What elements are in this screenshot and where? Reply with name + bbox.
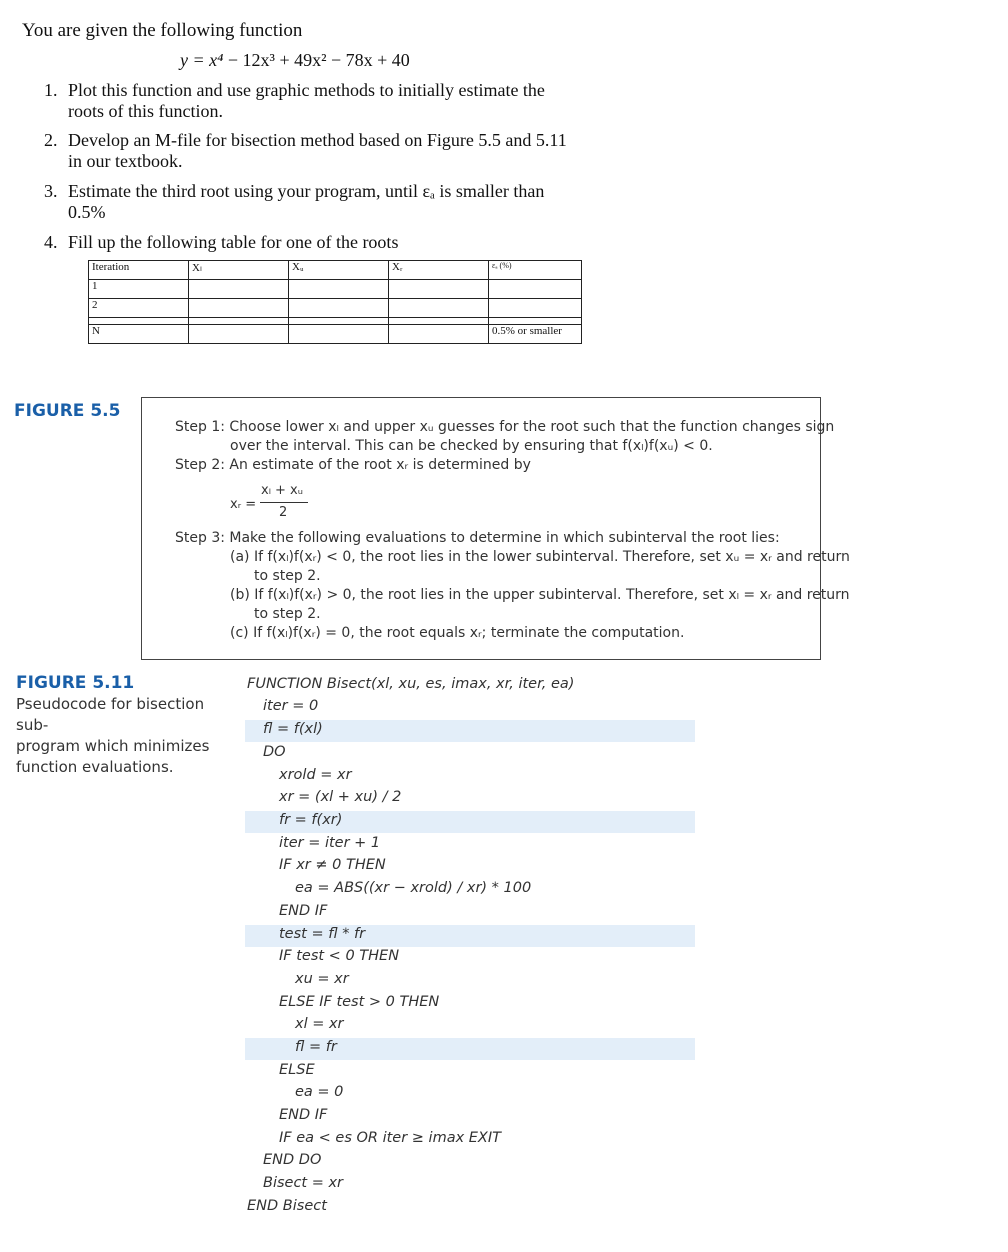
question-2-line-2: in our textbook.	[68, 151, 183, 171]
cell-iteration: 1	[89, 280, 189, 299]
code-line: ea = ABS((xr − xrold) / xr) * 100	[295, 880, 532, 896]
figure-5-5-label: FIGURE 5.5	[14, 401, 121, 421]
step-1-line-2: over the interval. This can be checked by ensuring that f(xₗ)f(xᵤ) < 0.	[230, 438, 713, 454]
gap-cell	[189, 318, 289, 325]
gap-cell	[489, 318, 582, 325]
code-line: fl = f(xl)	[263, 721, 323, 737]
code-line: test = fl * fr	[279, 926, 366, 942]
formula-denominator: 2	[279, 505, 288, 520]
formula-lhs: xᵣ =	[230, 497, 257, 512]
code-line: END Bisect	[247, 1198, 327, 1214]
code-line: END IF	[279, 903, 328, 919]
cell-ea: 0.5% or smaller	[489, 325, 582, 344]
cell-xl	[189, 299, 289, 318]
code-line: xl = xr	[295, 1016, 344, 1032]
cell-xu	[289, 280, 389, 299]
cell-xl	[189, 280, 289, 299]
code-line: iter = 0	[263, 698, 319, 714]
step-3a-line-1: (a) If f(xₗ)f(xᵣ) < 0, the root lies in the lower subinterval. Therefore, set xᵤ = xᵣ and return	[230, 549, 850, 565]
question-3-number: 3.	[44, 181, 58, 201]
figure-5-11-label: FIGURE 5.11	[16, 673, 135, 693]
question-2-text	[68, 130, 628, 172]
question-4-line-1: Fill up the following table for one of the roots	[68, 232, 399, 252]
step-3c-line: (c) If f(xₗ)f(xᵣ) = 0, the root equals xᵣ; terminate the computation.	[230, 625, 685, 641]
code-line: xrold = xr	[279, 767, 352, 783]
table-gap-row	[89, 318, 582, 325]
question-3-text	[68, 181, 628, 223]
code-line: DO	[263, 744, 286, 760]
step-3-line: Step 3: Make the following evaluations to determine in which subinterval the root lies:	[175, 530, 780, 546]
code-line: END IF	[279, 1107, 328, 1123]
code-line: iter = iter + 1	[279, 835, 381, 851]
header-xr: Xᵣ	[389, 261, 489, 280]
gap-cell	[289, 318, 389, 325]
cell-iteration: N	[89, 325, 189, 344]
question-1-line-2: roots of this function.	[68, 101, 223, 121]
cell-xu	[289, 325, 389, 344]
formula-numerator: xₗ + xᵤ	[261, 483, 303, 498]
question-4-text	[68, 232, 628, 253]
caption-line-2: program which minimizes	[16, 737, 210, 755]
cell-xl	[189, 325, 289, 344]
question-4-number: 4.	[44, 232, 58, 252]
step-3b-line-2: to step 2.	[254, 606, 321, 622]
code-line: fr = f(xr)	[279, 812, 343, 828]
code-line: ELSE	[279, 1062, 315, 1078]
code-line: ELSE IF test > 0 THEN	[279, 994, 440, 1010]
question-3-line-2: 0.5%	[68, 202, 106, 222]
gap-cell	[89, 318, 189, 325]
code-line: IF ea < es OR iter ≥ imax EXIT	[279, 1130, 502, 1146]
code-line: xr = (xl + xu) / 2	[279, 789, 402, 805]
equation-rest: − 12x³ + 49x² − 78x + 40	[223, 50, 410, 70]
intro-text: You are given the following function	[22, 20, 303, 41]
cell-iteration: 2	[89, 299, 189, 318]
code-line: Bisect = xr	[263, 1175, 344, 1191]
function-equation	[180, 50, 410, 71]
code-line: IF xr ≠ 0 THEN	[279, 857, 386, 873]
step-3b-line-1: (b) If f(xₗ)f(xᵣ) > 0, the root lies in the upper subinterval. Therefore, set xₗ = xᵣ and return	[230, 587, 850, 603]
table-row	[89, 325, 582, 344]
code-line: ea = 0	[295, 1084, 344, 1100]
table-row	[89, 280, 582, 299]
code-line: xu = xr	[295, 971, 349, 987]
cell-xr	[389, 325, 489, 344]
equation-lhs: y =	[180, 50, 210, 70]
cell-xu	[289, 299, 389, 318]
cell-xr	[389, 299, 489, 318]
cell-xr	[389, 280, 489, 299]
code-line: END DO	[263, 1152, 322, 1168]
code-line: FUNCTION Bisect(xl, xu, es, imax, xr, iter, ea)	[247, 676, 575, 692]
question-1-number: 1.	[44, 80, 58, 100]
table-row	[89, 299, 582, 318]
code-line: IF test < 0 THEN	[279, 948, 400, 964]
step-1-line-1: Step 1: Choose lower xₗ and upper xᵤ guesses for the root such that the function changes sign	[175, 419, 835, 435]
step-2-line: Step 2: An estimate of the root xᵣ is determined by	[175, 457, 531, 473]
iteration-table	[88, 260, 582, 344]
equation-term-1: x⁴	[209, 50, 224, 70]
header-xu: Xᵤ	[289, 261, 389, 280]
cell-ea	[489, 299, 582, 318]
figure-5-11-caption	[16, 694, 241, 778]
table-header-row	[89, 261, 582, 280]
question-2-number: 2.	[44, 130, 58, 150]
step-3a-line-2: to step 2.	[254, 568, 321, 584]
header-ea: εₐ (%)	[489, 261, 582, 280]
caption-line-3: function evaluations.	[16, 758, 174, 776]
header-xl: Xₗ	[189, 261, 289, 280]
cell-ea	[489, 280, 582, 299]
code-line: fl = fr	[295, 1039, 337, 1055]
question-3-line-1: Estimate the third root using your program, until εₐ is smaller than	[68, 181, 545, 201]
caption-line-1: Pseudocode for bisection sub-	[16, 695, 205, 734]
question-1-text	[68, 80, 628, 122]
header-iteration: Iteration	[89, 261, 189, 280]
question-1-line-1: Plot this function and use graphic methods to initially estimate the	[68, 80, 545, 100]
fraction-bar	[260, 502, 308, 503]
question-2-line-1: Develop an M-file for bisection method based on Figure 5.5 and 5.11	[68, 130, 567, 150]
gap-cell	[389, 318, 489, 325]
